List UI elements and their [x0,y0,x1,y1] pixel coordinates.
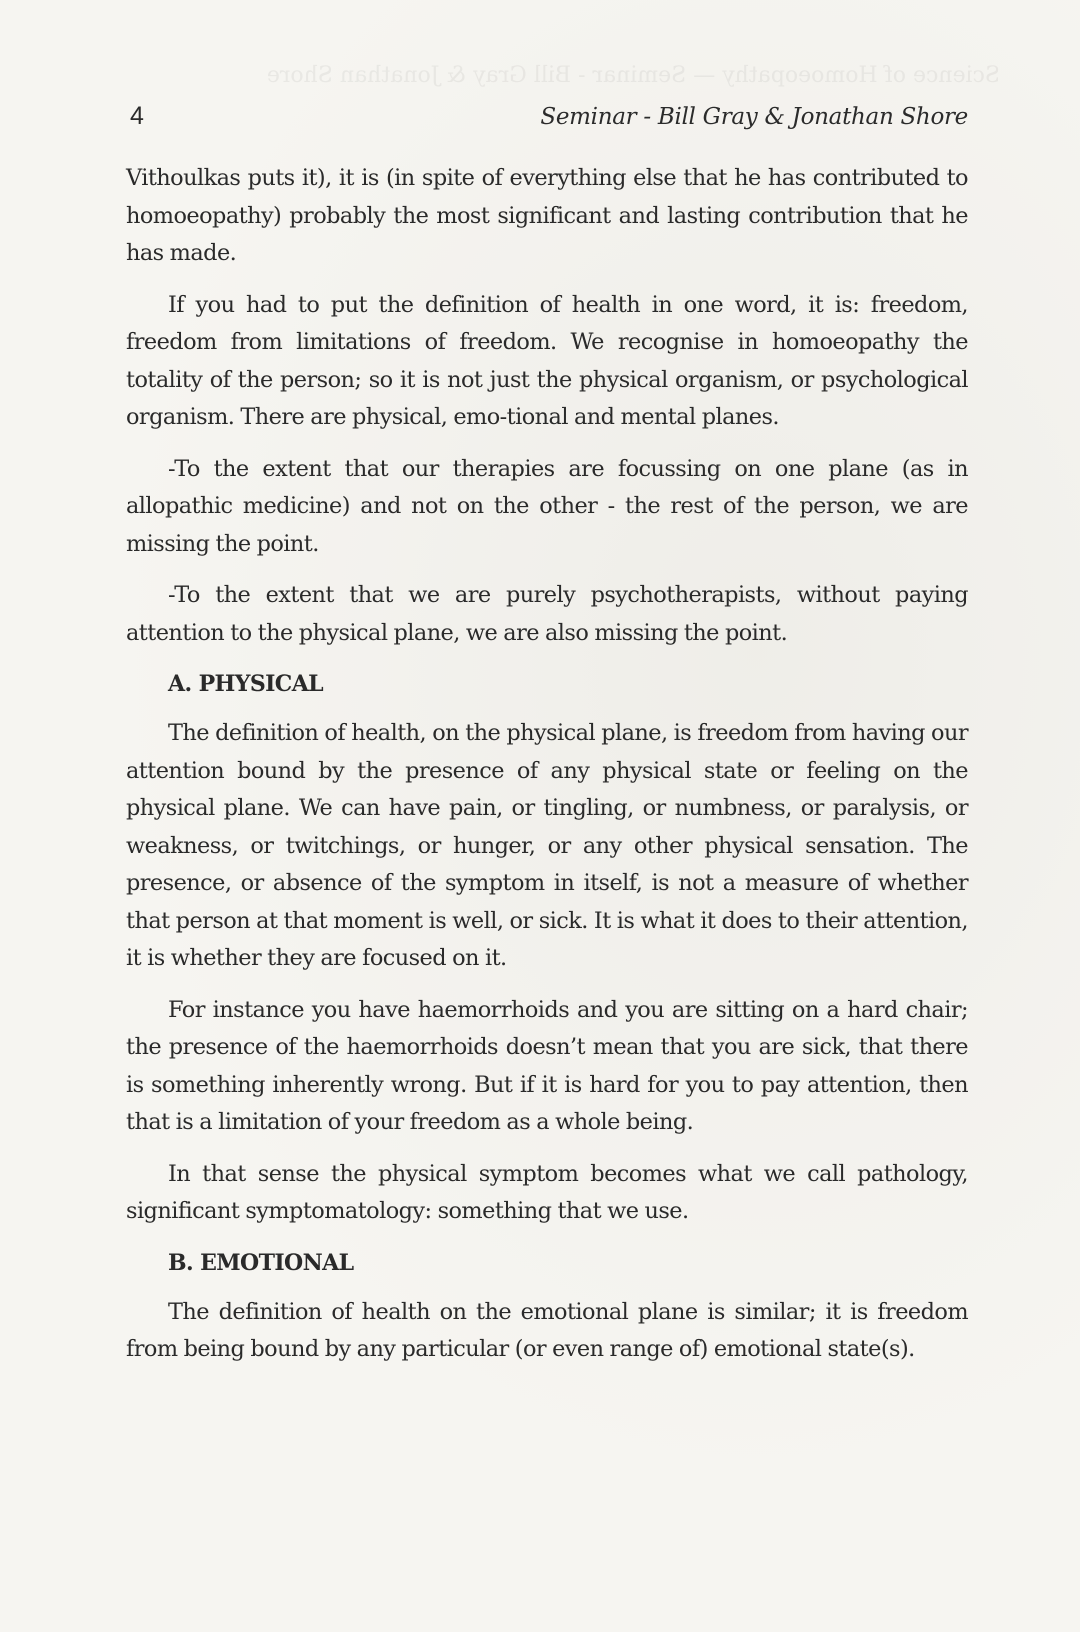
bleed-through-text: Science of Homoeopathy — Seminar - Bill Gray & Jonathan Shore [266,63,1000,88]
paragraph-emotional-definition: The definition of health on the emotional plane is similar; it is freedom from being bound by any particular (or even range of) emotional state(s). [126,1298,968,1362]
paragraph-pathology: In that sense the physical symptom becomes what we call pathology, significant symptomatology: something that we use. [126,1160,968,1224]
section-heading-emotional: B. EMOTIONAL [168,1249,354,1276]
body-text [126,160,968,1383]
running-head: Seminar - Bill Gray & Jonathan Shore [540,104,968,130]
paragraph-haemorrhoids-example: For instance you have haemorrhoids and you are sitting on a hard chair; the presence of the haemorrhoids doesn’t mean that you are sick, that there is something inherently wrong. But if it is hard for you to pay attention, then that is a limitation of your freedom as a whole being. [126,996,968,1135]
paragraph-allopathic: -To the extent that our therapies are focussing on one plane (as in allopathic medicine) and not on the other - the rest of the person, we are missing the point. [126,455,968,557]
section-heading-physical: A. PHYSICAL [168,671,324,697]
page-number: 4 [130,102,144,130]
paragraph-health-definition: If you had to put the definition of health in one word, it is: freedom, freedom from limitations of freedom. We recognise in homoeopathy the totality of the person; so it is not just the physical organism, or psychological organism. There are physical, emo-tional and mental planes. [126,291,968,430]
paragraph-psychotherapists: -To the extent that we are purely psychotherapists, without paying attention to the physical plane, we are also missing the point. [126,582,968,646]
page-header [130,102,968,138]
paragraph-continuation: Vithoulkas puts it), it is (in spite of everything else that he has contributed to homoeopathy) probably the most significant and lasting contribution that he has made. [126,165,968,266]
paragraph-physical-definition: The definition of health, on the physical plane, is freedom from having our attention bound by the presence of any physical state or feeling on the physical plane. We can have pain, or tingling, or numbness, or paralysis, or weakness, or twitchings, or hunger, or any other physical sensation. The presence, or absence of the symptom in itself, is not a measure of whether that person at that moment is well, or sick. It is what it does to their attention, it is whether they are focused on it. [126,720,968,971]
